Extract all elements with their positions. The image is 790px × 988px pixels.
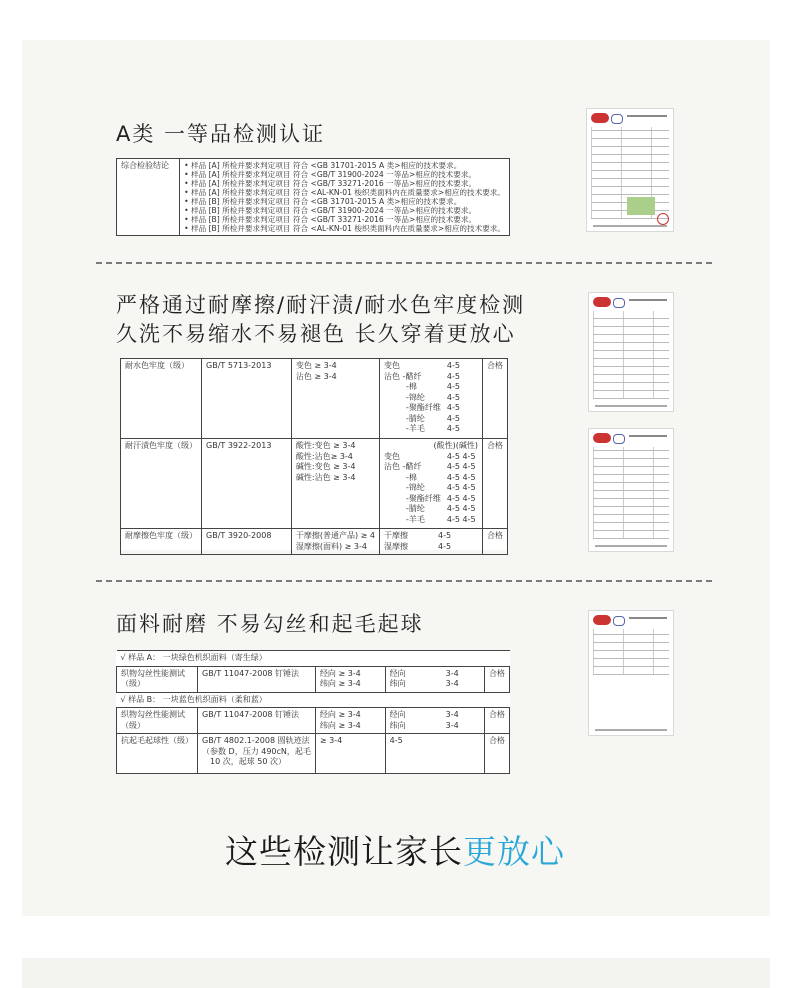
- result-value: 4-5 4-5: [446, 514, 476, 524]
- result-label: -羊毛: [406, 424, 425, 433]
- result-label: 沾色 -醋纤: [384, 371, 422, 381]
- conclusion-row: • 样品 [A] 所检并要求判定项目 符合 <GB/T 33271-2016 一等品>相应的技术要求。: [184, 179, 477, 188]
- table-row: [117, 692, 510, 708]
- conclusion-row: • 样品 [B] 所检并要求判定项目 符合 <GB 31701-2015 A 类>相应的技术要求。: [184, 197, 462, 206]
- item-cell: 耐摩擦色牢度（级）: [121, 529, 202, 555]
- conclusion-row: • 样品 [B] 所检并要求判定项目 符合 <AL-KN-01 梭织类面料内在质量要求>相应的技术要求。: [184, 224, 505, 233]
- requirement-line: 纬向 ≥ 3-4: [319, 679, 361, 688]
- bottom-strip: [22, 958, 770, 988]
- result-label: 沾色 -醋纤: [384, 462, 422, 471]
- table-row: [117, 708, 510, 734]
- requirement-line: 经向 ≥ 3-4: [319, 710, 361, 719]
- result-label: -腈纶: [406, 504, 425, 513]
- conclusion-rows: [180, 159, 510, 236]
- result-value: 4-5 4-5: [446, 472, 476, 482]
- seal-icon: [657, 213, 669, 225]
- item-cell: 耐水色牢度（级）: [121, 359, 202, 439]
- table-row: [121, 359, 508, 439]
- requirement-line: 干摩擦(普通产品) ≥ 4: [295, 531, 376, 540]
- conclusion-row: • 样品 [B] 所检并要求判定项目 符合 <GB/T 33271-2016 一等品>相应的技术要求。: [184, 215, 477, 224]
- result-label: -锦纶: [406, 392, 425, 402]
- result-label: 纬向: [389, 720, 406, 730]
- sample-a-header: √ 样品 A： 一块绿色机织面料（寄生绿）: [117, 651, 510, 667]
- test-report-thumbnail-3: [588, 428, 674, 552]
- result-value: 3-4: [445, 710, 459, 719]
- verdict-cell: 合格: [483, 359, 508, 439]
- requirement-cell: [291, 439, 379, 529]
- verdict-cell: 合格: [485, 734, 510, 774]
- result-value: 4-5: [446, 371, 460, 381]
- result-value: 4-5: [446, 382, 460, 391]
- item-cell: 抗起毛起球性（级）: [117, 734, 198, 774]
- result-label: 经向: [389, 710, 406, 719]
- requirement-cell: [315, 666, 385, 692]
- section-divider: [96, 262, 712, 264]
- abrasion-table: [116, 650, 510, 774]
- result-value: 3-4: [445, 679, 459, 688]
- verdict-cell: 合格: [483, 529, 508, 555]
- requirement-line: 变色 ≥ 3-4: [295, 361, 337, 370]
- verdict-cell: 合格: [485, 666, 510, 692]
- conclusion-row: • 样品 [A] 所检并要求判定项目 符合 <GB 31701-2015 A 类>相应的技术要求。: [184, 161, 462, 170]
- requirement-cell: [291, 359, 379, 439]
- requirement-cell: [315, 708, 385, 734]
- slogan: [0, 826, 790, 873]
- result-cell: [385, 708, 484, 734]
- result-label: 变色: [384, 361, 401, 370]
- conclusion-row: • 样品 [B] 所检并要求判定项目 符合 <GB/T 31900-2024 一等品>相应的技术要求。: [184, 206, 477, 215]
- requirement-cell: ≥ 3-4: [315, 734, 385, 774]
- standard-cell: GB/T 3922-2013: [202, 439, 292, 529]
- result-label: -锦纶: [406, 483, 425, 492]
- test-report-thumbnail-2: [588, 292, 674, 412]
- result-cell: [385, 666, 484, 692]
- requirement-line: 酸性:沾色≥ 3-4: [295, 451, 353, 461]
- result-value: 4-5 4-5: [446, 462, 476, 471]
- table-row: [117, 734, 510, 774]
- result-label: 变色: [384, 451, 401, 461]
- result-value: 4-5 4-5: [446, 483, 476, 492]
- result-value: 4-5: [446, 403, 460, 412]
- requirement-line: 碱性:沾色 ≥ 3-4: [295, 472, 356, 482]
- table-row: [121, 439, 508, 529]
- result-label: -棉: [406, 382, 417, 391]
- result-label: 干摩擦: [384, 531, 409, 540]
- verdict-cell: 合格: [485, 708, 510, 734]
- result-label: -羊毛: [406, 514, 425, 524]
- conclusion-row: • 样品 [A] 所检并要求判定项目 符合 <AL-KN-01 梭织类面料内在质量要求>相应的技术要求。: [184, 188, 505, 197]
- requirement-line: 纬向 ≥ 3-4: [319, 720, 361, 730]
- sample-swatch: [627, 197, 655, 215]
- result-value: 4-5: [446, 392, 460, 402]
- result-cell: [380, 439, 483, 529]
- standard-line: （参数 D，压力 490cN，起毛: [202, 746, 311, 756]
- standard-cell: GB/T 11047-2008 钉锤法: [198, 666, 316, 692]
- standard-cell: GB/T 11047-2008 钉锤法: [198, 708, 316, 734]
- section2-title-line2: 久洗不易缩水不易褪色 长久穿着更放心: [116, 322, 516, 346]
- result-value: 4-5: [438, 531, 452, 540]
- table-row: [117, 666, 510, 692]
- result-label: 纬向: [389, 679, 406, 688]
- result-value: 4-5 4-5: [446, 504, 476, 513]
- standard-cell: GB/T 5713-2013: [202, 359, 292, 439]
- requirement-cell: [291, 529, 379, 555]
- section1-title: A类 一等品检测认证: [116, 122, 326, 146]
- item-cell: 织物勾丝性能测试（级）: [117, 666, 198, 692]
- section-divider: [96, 580, 712, 582]
- result-value: 4-5 4-5: [446, 493, 476, 503]
- item-cell: 耐汗渍色牢度（级）: [121, 439, 202, 529]
- table-row: [117, 651, 510, 667]
- result-value: 4-5: [438, 541, 452, 551]
- test-report-thumbnail-1: [586, 108, 674, 232]
- result-label: -聚酯纤维: [406, 493, 441, 503]
- sample-b-header: √ 样品 B： 一块蓝色机织面料（柔和蓝）: [117, 692, 510, 708]
- standard-line: 10 次，起球 50 次）: [210, 757, 286, 766]
- standard-line: GB/T 4802.1-2008 圆轨迹法: [202, 736, 310, 745]
- result-value: 3-4: [445, 668, 459, 678]
- result-cell: [380, 529, 483, 555]
- result-label: -棉: [406, 472, 417, 482]
- item-cell: 织物勾丝性能测试（级）: [117, 708, 198, 734]
- result-label: 经向: [389, 668, 406, 678]
- standard-cell: [198, 734, 316, 774]
- result-label: -聚酯纤维: [406, 403, 441, 412]
- standard-cell: GB/T 3920-2008: [202, 529, 292, 555]
- conclusion-label: 综合检验结论: [117, 159, 180, 236]
- section2-title-line1: 严格通过耐摩擦/耐汗渍/耐水色牢度检测: [116, 293, 526, 317]
- conclusion-row: • 样品 [A] 所检并要求判定项目 符合 <GB/T 31900-2024 一等品>相应的技术要求。: [184, 170, 477, 179]
- verdict-cell: 合格: [483, 439, 508, 529]
- test-report-thumbnail-4: [588, 610, 674, 736]
- result-value: 4-5: [446, 424, 460, 433]
- result-value: 4-5: [446, 361, 460, 370]
- slogan-highlight: 更放心: [463, 832, 565, 871]
- requirement-line: 经向 ≥ 3-4: [319, 668, 361, 678]
- colorfastness-table: [120, 358, 508, 550]
- table-row: [121, 529, 508, 555]
- result-value: 4-5 4-5: [446, 451, 476, 461]
- requirement-line: 酸性:变色 ≥ 3-4: [295, 441, 356, 450]
- result-header: (酸性)(碱性): [433, 441, 478, 450]
- section1-conclusion-table: [116, 158, 510, 236]
- result-value: 3-4: [445, 720, 459, 730]
- section3-title: 面料耐磨 不易勾丝和起毛起球: [116, 612, 424, 636]
- requirement-line: 碱性:变色 ≥ 3-4: [295, 462, 356, 471]
- result-label: 湿摩擦: [384, 541, 409, 551]
- requirement-line: 沾色 ≥ 3-4: [295, 371, 337, 381]
- result-cell: 4-5: [385, 734, 484, 774]
- result-value: 4-5: [446, 413, 460, 423]
- requirement-line: 湿摩擦(面料) ≥ 3-4: [295, 541, 367, 551]
- slogan-main: 这些检测让家长: [225, 832, 463, 871]
- result-cell: [380, 359, 483, 439]
- result-label: -腈纶: [406, 413, 425, 423]
